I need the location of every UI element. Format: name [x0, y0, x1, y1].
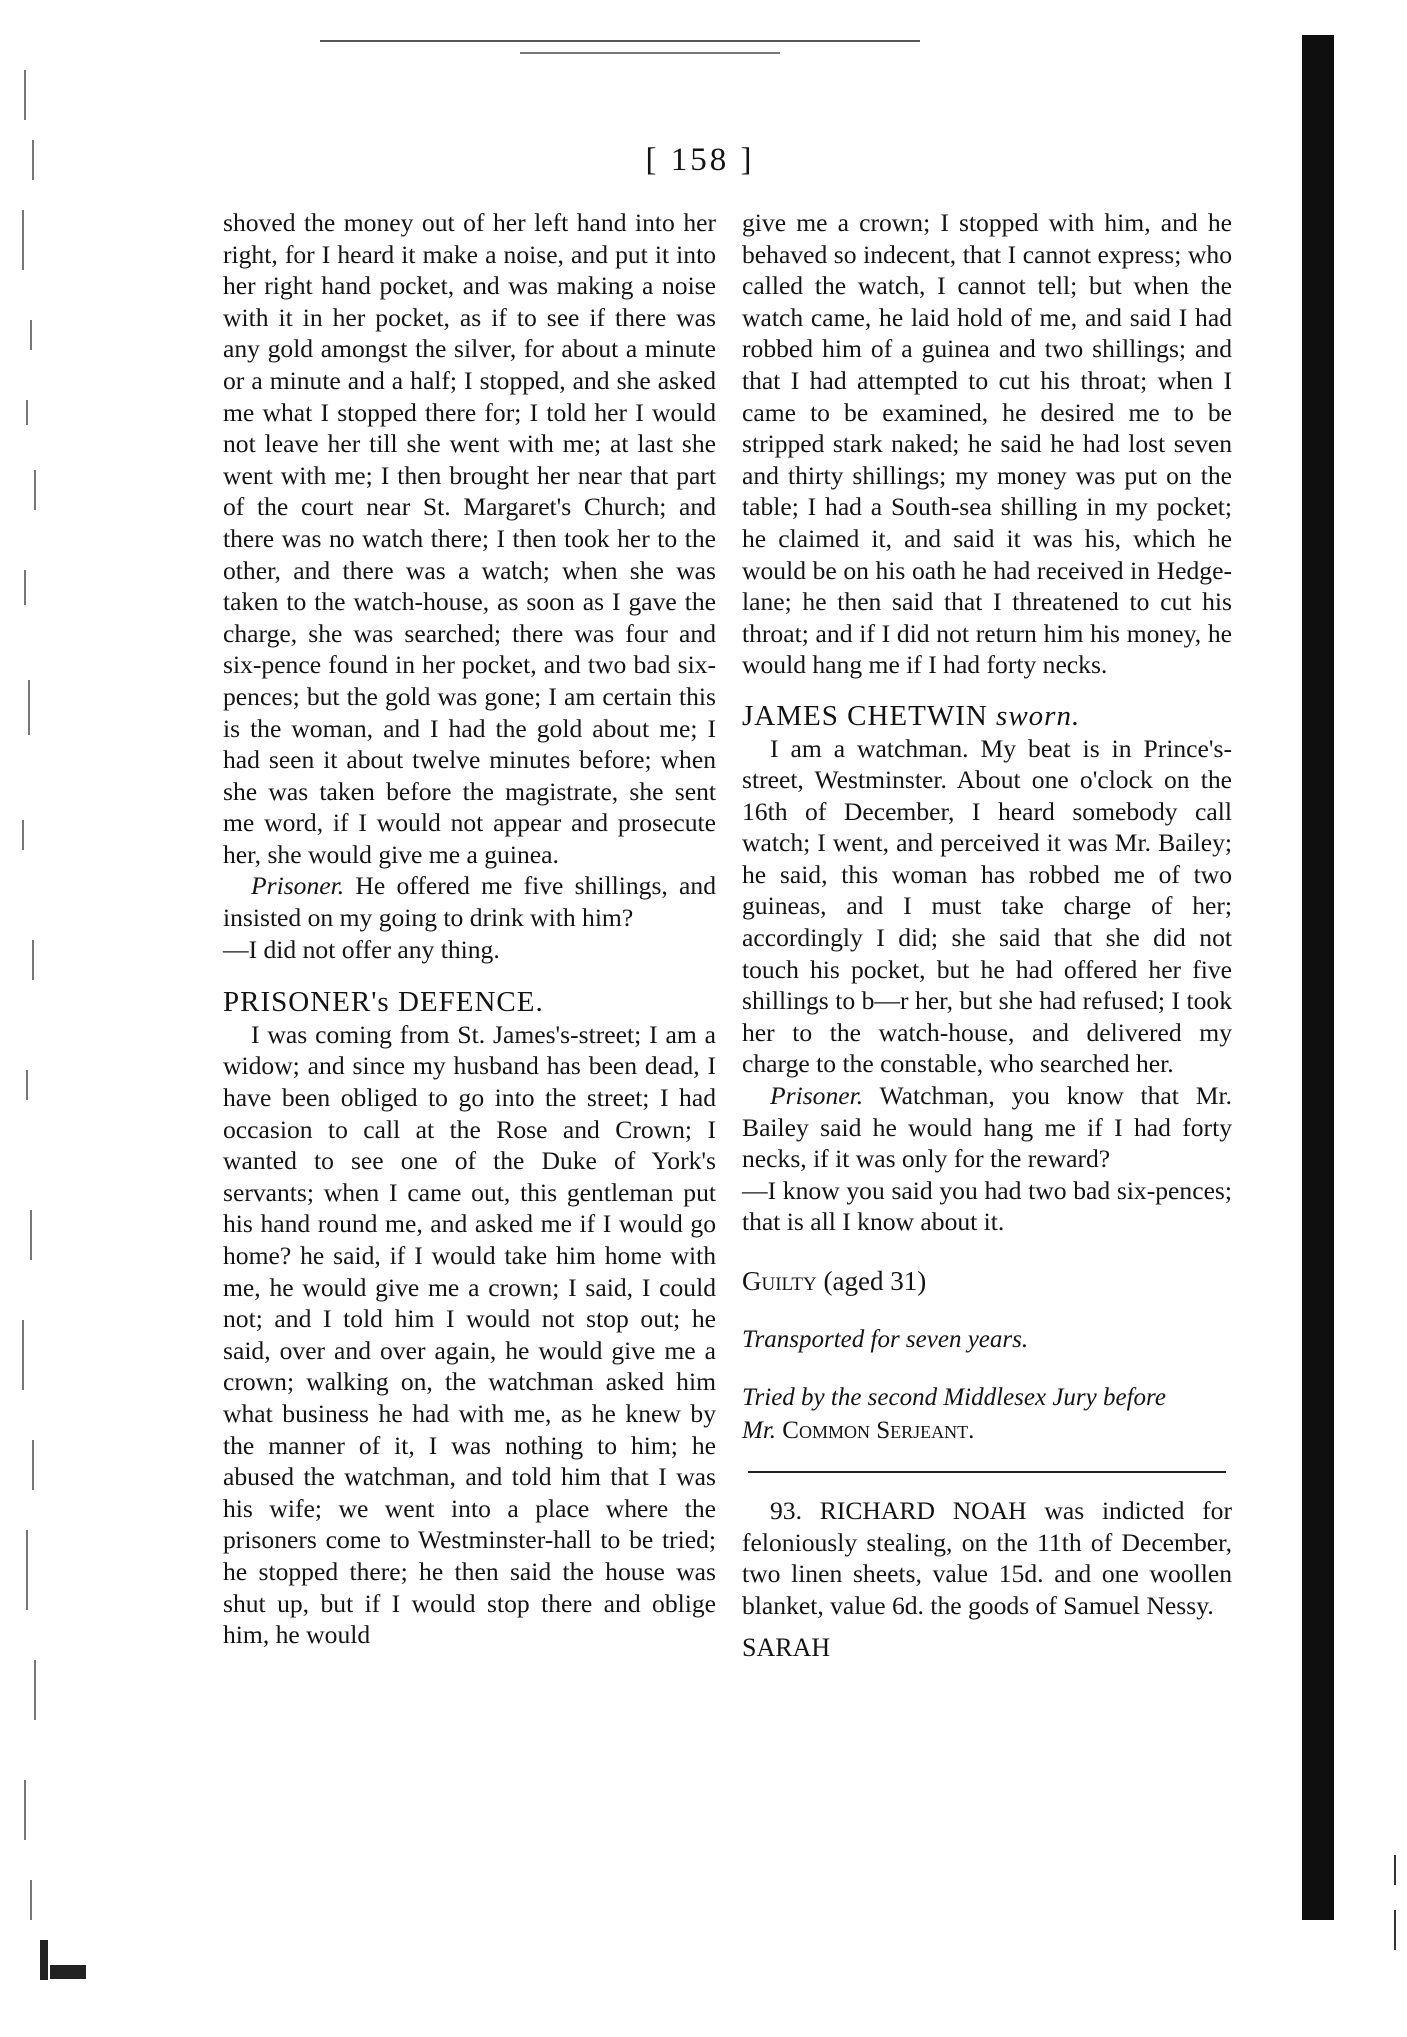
witness-paragraph: I am a watchman. My beat is in Prince's-street, Westminster. About one o'clock on the 16th of December, I heard somebody call watch; I went, and perceived it was Mr. Bailey; he said, this woman has robbed me of two guineas, and I must take charge of her; accordingly I did; she said that she did not touch his pocket, but he had offered her five shillings to b—r her, but she had refused; I took her to the watch-house, and delivered my charge to the constable, who searched her. [742, 733, 1232, 1079]
defence-heading: PRISONER's DEFENCE. [223, 986, 544, 1019]
scan-edge-mark [1394, 1910, 1396, 1950]
prisoner-question-watchman [742, 1080, 1232, 1175]
left-margin-specks [20, 60, 90, 2000]
jury-line-1: Tried by the second Middlesex Jury before [742, 1384, 1166, 1412]
left-column [223, 207, 716, 1651]
prisoner-label: Prisoner. [770, 1081, 864, 1111]
right-column [742, 207, 1232, 1663]
verdict-word: Guilty [742, 1266, 817, 1296]
scan-edge-mark [1394, 1855, 1396, 1885]
prisoner-question-text: He offered me five shillings, and insisted on my going to drink with him? [223, 871, 717, 933]
sentence: Transported for seven years. [742, 1325, 1029, 1353]
verdict-age: (aged 31) [823, 1266, 927, 1296]
case-indictment: 93. RICHARD NOAH was indicted for feloniously stealing, on the 11th of December, two linen sheets, value 15d. and one woollen blanket, value 6d. the goods of Samuel Nessy. [742, 1496, 1232, 1620]
scan-binding-shadow [1302, 35, 1334, 1920]
prisoner-question [223, 870, 716, 933]
verdict [742, 1266, 1232, 1298]
top-scan-rule-secondary [520, 52, 780, 54]
jury-title: Mr. [742, 1417, 777, 1445]
top-scan-rule [320, 40, 920, 42]
prisoner-label: Prisoner. [251, 871, 345, 901]
defence-paragraph: I was coming from St. James's-street; I am a widow; and since my husband has been dead, I have been obliged to go into the street; I had occasion to call at the Rose and Crown; I wanted to see one of the Duke of York's servants; when I came out, this gentleman put his hand round me, and asked me if I would go home? he said, if I would take him home with me, he would give me a crown; I said, I could not; and I told him I would not stop out; he said, over and over again, he would give me a crown; walking on, the watchman asked him what business he had with me, as he knew by the manner of it, I was nothing to him; he abused the watchman, and told him that I was his wife; we went into a place where the prisoners come to Westminster-hall to be tried; he stopped there; he then said the house was shut up, but if I would stop there and oblige him, he would [223, 1019, 716, 1650]
prisoner-answer: —I did not offer any thing. [223, 934, 500, 964]
page-number: [ 158 ] [645, 142, 755, 178]
catchword: SARAH [742, 1632, 831, 1662]
jury-officer: Common Serjeant. [782, 1417, 975, 1445]
testimony-paragraph-continued: give me a crown; I stopped with him, and he behaved so indecent, that I cannot express; who called the watch, I cannot tell; but when the watch came, he laid hold of me, and said I had robbed him of a guinea and two shillings; and that I had attempted to cut his throat; when I came to be examined, he desired me to be stripped stark naked; he said he had lost seven and thirty shillings; my money was put on the table; I had a South-sea shilling in my pocket; he claimed it, and said it was his, which he would be on his oath he had received in Hedge-lane; he then said that I threatened to cut his throat; and if I did not return him his money, he would hang me if I had forty necks. [742, 208, 1232, 680]
witness-heading [742, 701, 1232, 733]
witness-name: JAMES CHETWIN [742, 699, 988, 732]
witness-sworn: sworn. [996, 699, 1081, 732]
testimony-paragraph: shoved the money out of her left hand into her right, for I heard it make a noise, and put it into her right hand pocket, and was making a noise with it in her pocket, as if to see if there was any gold amongst the silver, for about a minute or a minute and a half; I stopped, and she asked me what I stopped there for; I told her I would not leave her till she went with me; at last she went with me; I then brought her near that part of the court near St. Margaret's Church; and there was no watch there; I then took her to the other, and there was a watch; when she was taken to the watch-house, as soon as I gave the charge, she was searched; there was four and six-pence found in her pocket, and two bad six-pences; but the gold was gone; I am certain this is the woman, and I had the gold about me; I had seen it about twelve minutes before; when she was taken before the magistrate, she sent me word, if I would not appear and prosecute her, she would give me a guinea. [223, 208, 716, 869]
jury-line-2 [742, 1414, 1232, 1447]
prisoner-question-text: Watchman, you know that Mr. Bailey said he would hang me if I had forty necks, if it was only for the reward? [742, 1081, 1233, 1174]
watchman-answer: —I know you said you had two bad six-pences; that is all I know about it. [742, 1175, 1232, 1237]
